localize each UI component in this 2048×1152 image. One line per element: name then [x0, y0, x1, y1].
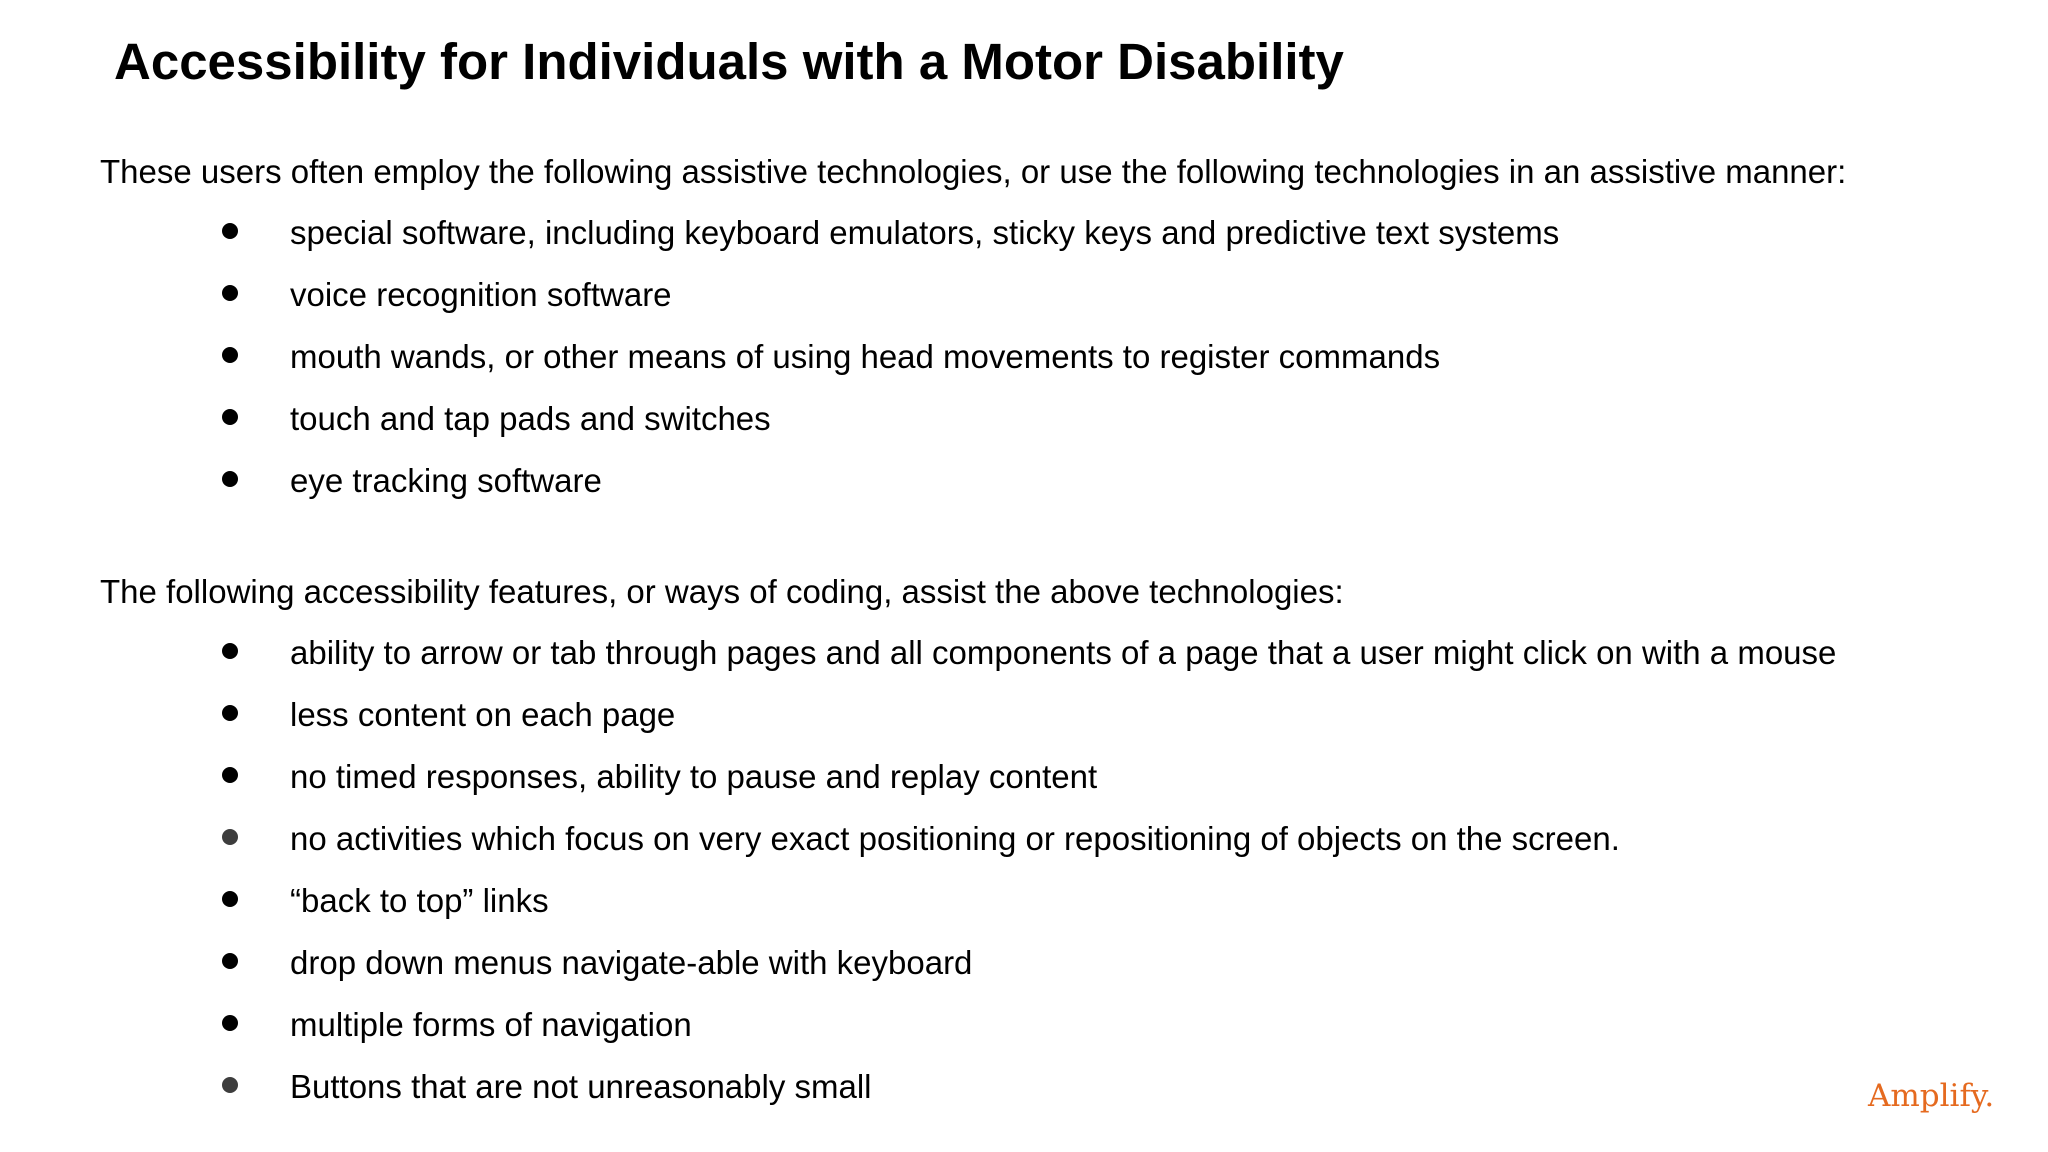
list-item-text: touch and tap pads and switches	[290, 400, 771, 437]
list-item-text: voice recognition software	[290, 276, 672, 313]
bullet-icon	[222, 223, 238, 239]
list-item-text: less content on each page	[290, 696, 676, 733]
bullet-icon	[222, 471, 238, 487]
list-item-text: multiple forms of navigation	[290, 1006, 692, 1043]
list-item-text: ability to arrow or tab through pages and all components of a page that a user might click on with a mouse	[290, 634, 1837, 671]
bullet-icon	[222, 953, 238, 969]
bullet-icon	[222, 409, 238, 425]
list-item-text: “back to top” links	[290, 882, 549, 919]
slide-title: Accessibility for Individuals with a Motor Disability	[114, 33, 1344, 90]
bullet-icon	[222, 767, 238, 783]
list-item-text: Buttons that are not unreasonably small	[290, 1068, 872, 1105]
bullet-icon	[222, 891, 238, 907]
list-item-text: eye tracking software	[290, 462, 602, 499]
list-item-text: mouth wands, or other means of using head movements to register commands	[290, 338, 1441, 375]
bullet-icon	[222, 829, 238, 845]
list-item-text: special software, including keyboard emulators, sticky keys and predictive text systems	[290, 214, 1560, 251]
list-item-text: no timed responses, ability to pause and replay content	[290, 758, 1098, 795]
bullet-icon	[222, 285, 238, 301]
list-item-text: drop down menus navigate-able with keyboard	[290, 944, 973, 981]
section-2-intro: The following accessibility features, or ways of coding, assist the above technologies:	[100, 573, 1344, 610]
section-1-intro: These users often employ the following assistive technologies, or use the following technologies in an assistive manner:	[100, 153, 1847, 190]
amplify-logo: Amplify.	[1868, 1078, 1995, 1114]
bullet-icon	[222, 1015, 238, 1031]
bullet-icon	[222, 643, 238, 659]
bullet-icon	[222, 347, 238, 363]
bullet-icon	[222, 1077, 238, 1093]
bullet-icon	[222, 705, 238, 721]
list-item-text: no activities which focus on very exact positioning or repositioning of objects on the screen.	[290, 820, 1620, 857]
